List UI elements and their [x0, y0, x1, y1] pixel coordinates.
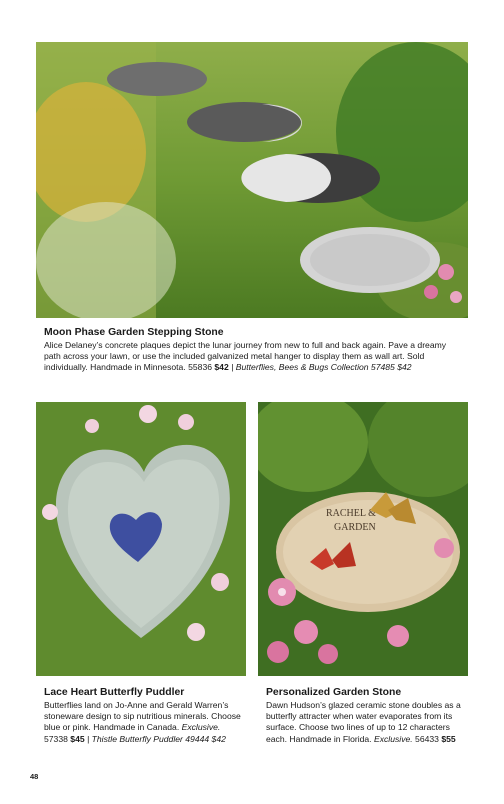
moon-phase-description	[44, 340, 464, 374]
lace-heart-photo-art	[36, 402, 246, 676]
garden-stone-engraving-line2: GARDEN	[334, 522, 376, 533]
moon-phase-title: Moon Phase Garden Stepping Stone	[44, 327, 224, 338]
garden-stone-title: Personalized Garden Stone	[266, 687, 402, 698]
moon-phase-collection: Butterflies, Bees & Bugs Collection 57485 $42	[235, 362, 412, 373]
garden-stone-description	[266, 700, 466, 745]
lace-heart-price: $45	[70, 733, 85, 744]
moon-phase-price: $42	[214, 362, 229, 373]
moon-phase-stepping-stones-photo	[36, 42, 468, 318]
lace-heart-exclusive: Exclusive.	[181, 722, 221, 733]
garden-stone-price: $55	[441, 733, 456, 744]
moon-phase-desc-text: Alice Delaney’s concrete plaques depict the lunar journey from new to full and back again. Pave a dreamy path across your lawn, or use the included galvanized metal hanger to display them as wall art. Sold individually. Handmade in Minnesota. 55836	[44, 340, 447, 373]
lace-heart-puddler-photo	[36, 402, 246, 676]
personalized-garden-stone-photo	[258, 402, 468, 676]
lace-heart-separator: |	[84, 733, 92, 744]
garden-stone-photo-art	[258, 402, 468, 676]
garden-stone-exclusive: Exclusive.	[373, 733, 413, 744]
lace-heart-desc-text: Butterflies land on Jo-Anne and Gerald Warren’s stoneware design to sip nutritious minerals. Choose blue or pink. Handmade in Canada.	[44, 700, 241, 733]
page-number: 48	[30, 772, 39, 781]
lace-heart-sku: 57338	[44, 733, 71, 744]
lace-heart-collection: Thistle Butterfly Puddler 49444 $42	[91, 733, 226, 744]
lace-heart-description	[44, 700, 244, 745]
garden-stone-desc-text: Dawn Hudson’s glazed ceramic stone doubles as a butterfly attracter when water evaporates from its surface. Choose two lines of up to 12 characters each. Handmade in Florida.	[266, 700, 461, 744]
garden-stone-sku: 56433	[412, 733, 442, 744]
garden-stone-engraving-line1: RACHEL &	[326, 508, 376, 519]
moon-phase-photo-art	[36, 42, 468, 318]
moon-phase-separator: |	[228, 362, 236, 373]
lace-heart-title: Lace Heart Butterfly Puddler	[44, 687, 185, 698]
